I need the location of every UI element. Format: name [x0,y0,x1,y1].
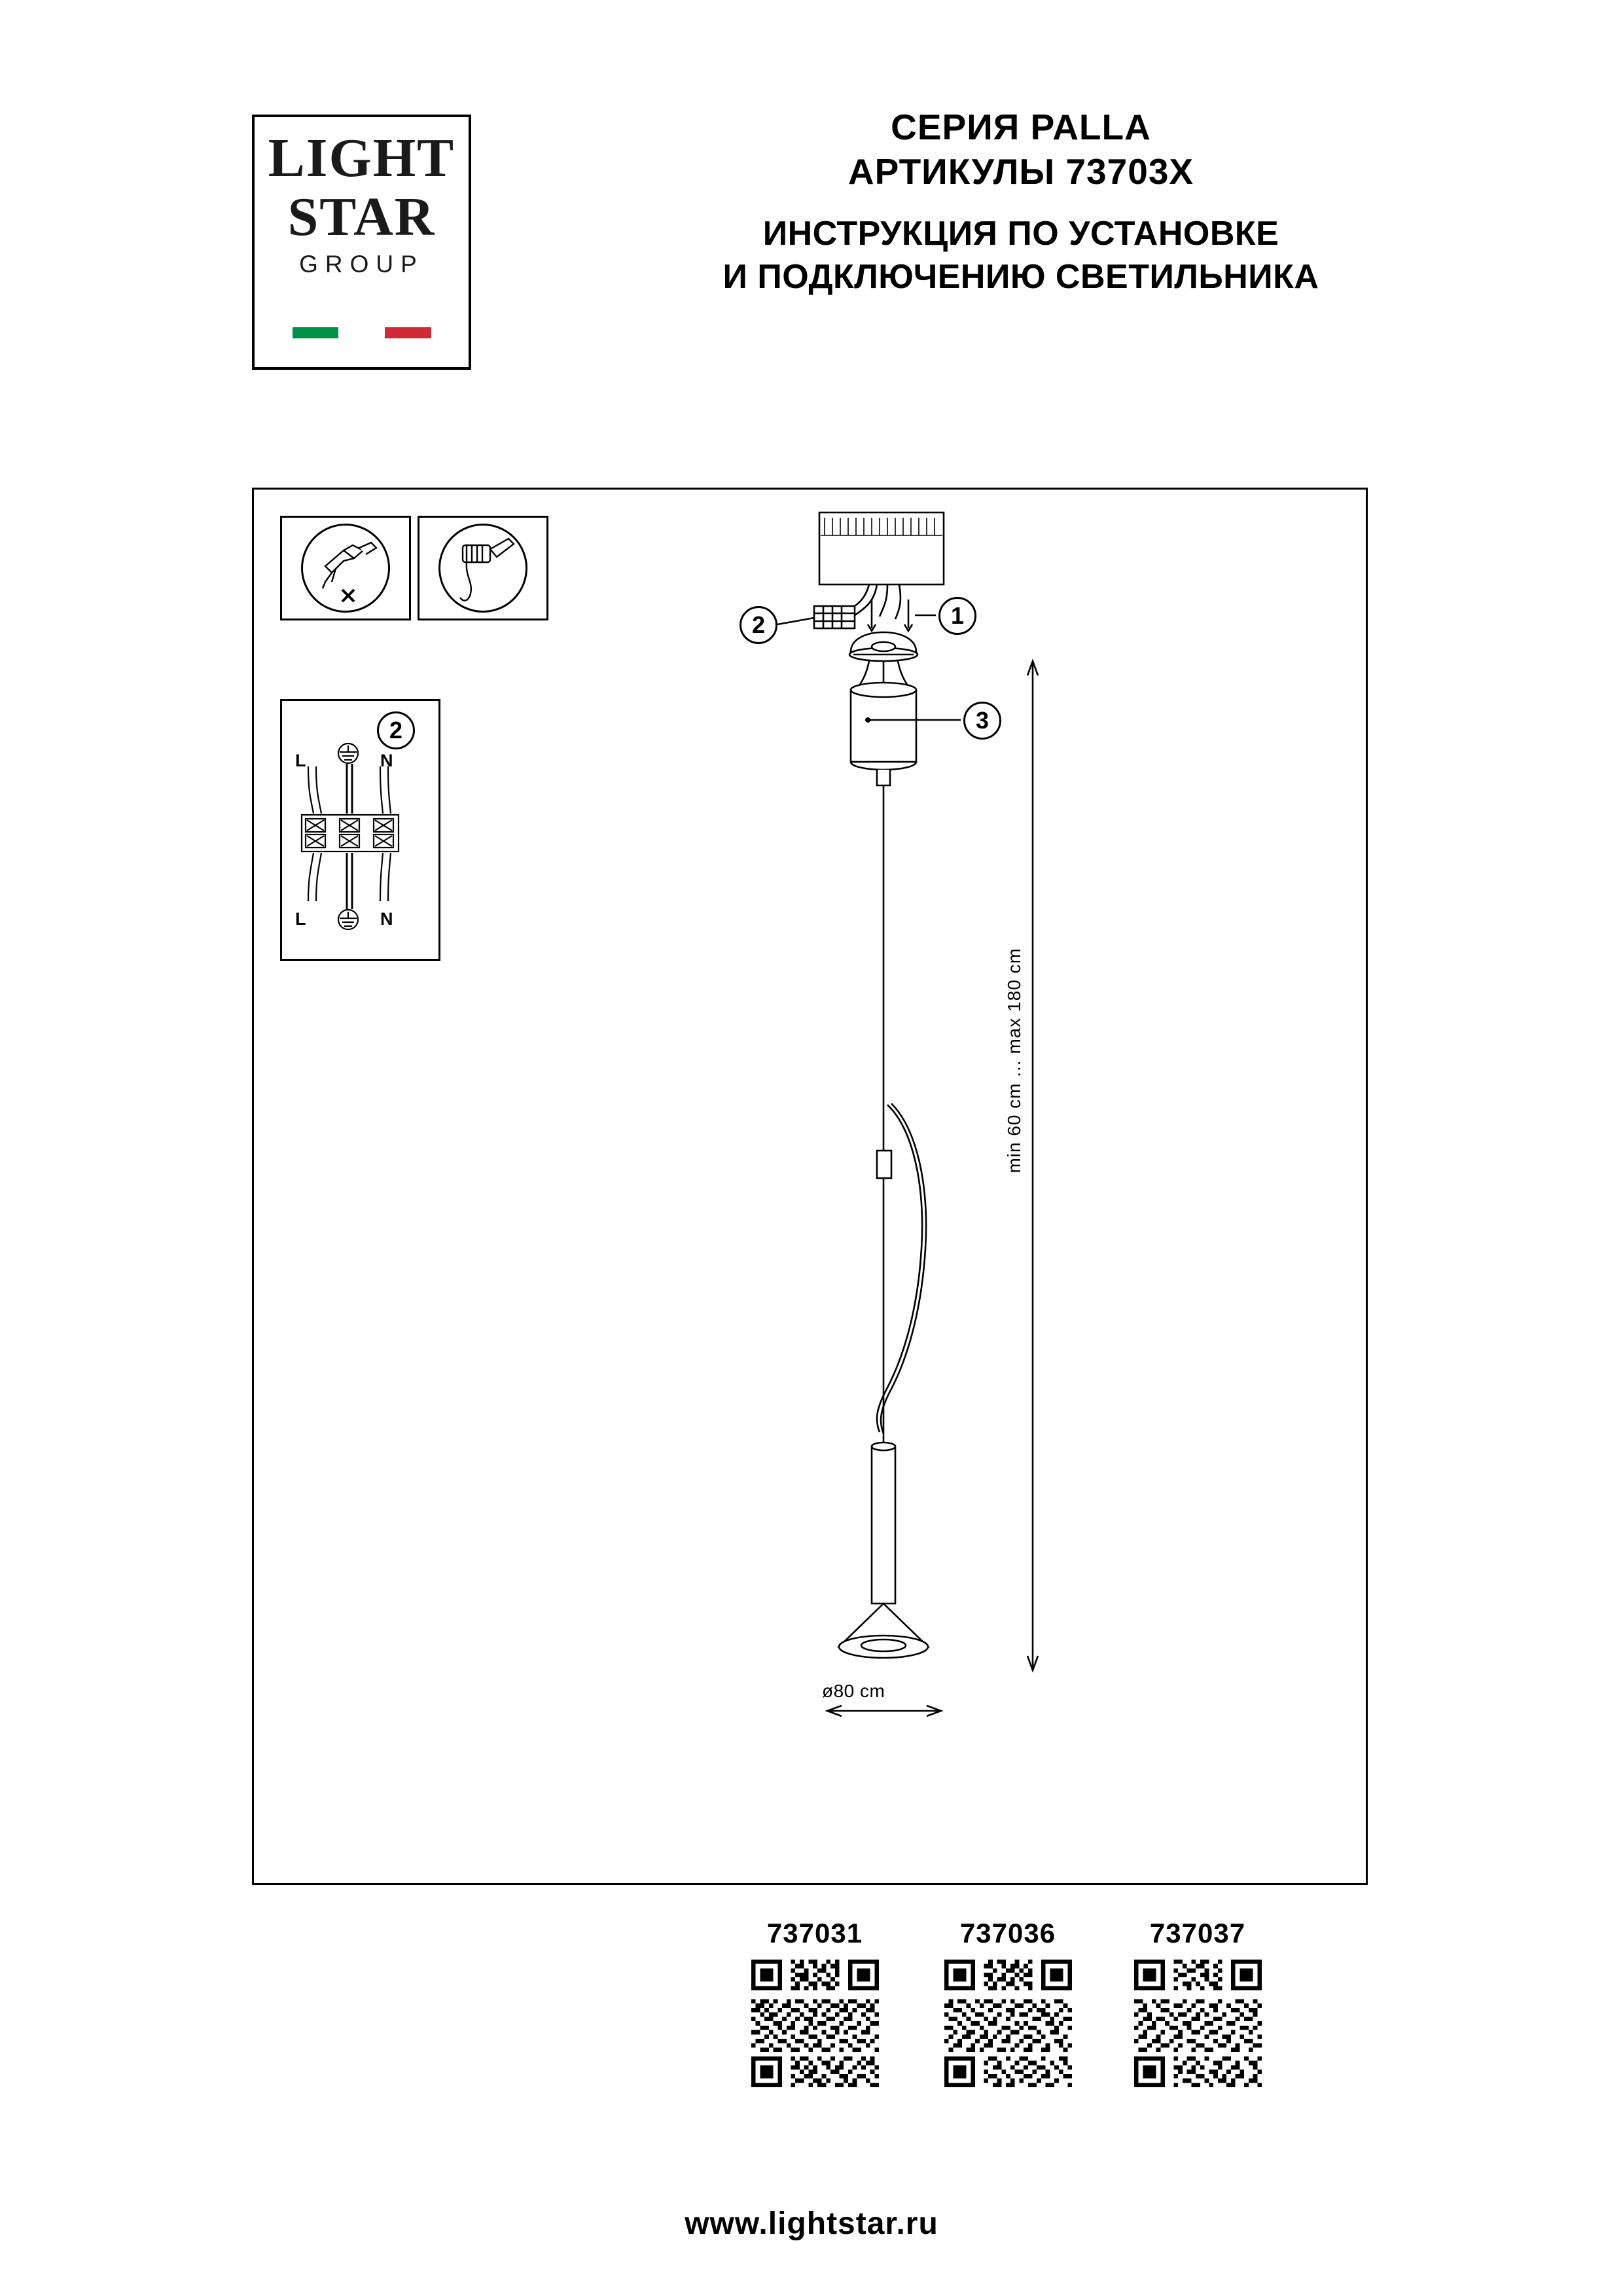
brand-logo-text [255,129,469,282]
qr-code[interactable] [1134,1960,1262,2087]
sku-code: 737037 [1149,1918,1246,1948]
qr-code[interactable] [944,1960,1072,2087]
sku-item [720,1918,910,2087]
page-header [0,0,1623,393]
footer-website[interactable]: www.lightstar.ru [685,2206,938,2241]
sku-code: 737031 [766,1918,863,1948]
wiring-label-N-top: N [380,751,393,770]
instruction-line-1: ИНСТРУКЦИЯ ПО УСТАНОВКЕ [762,215,1279,253]
wiring-label-N-bottom: N [380,909,393,929]
dimension-diameter-label: ø80 cm [822,1681,885,1701]
callout-2: 2 [740,606,777,644]
sku-item [913,1918,1103,2087]
title-block [563,105,1479,298]
brand-logo-line3: GROUP [299,251,424,278]
installation-diagram-frame [252,488,1368,1885]
brand-logo-line2: STAR [287,187,436,247]
sku-item [1103,1918,1293,2087]
brand-logo [252,115,471,370]
callout-badge-2-wiring: 2 [377,711,415,749]
callout-1: 1 [938,597,976,635]
article-line: АРТИКУЛЫ 73703X [847,151,1194,192]
sku-qr-row [252,1918,1368,2193]
wiring-label-L-bottom: L [295,909,306,929]
sku-code: 737036 [959,1918,1056,1948]
brand-logo-line1: LIGHT [268,128,455,188]
dimension-height-label: min 60 cm ... max 180 cm [1004,948,1024,1174]
qr-code-art [1134,1960,1262,2087]
series-line: СЕРИЯ PALLA [891,107,1151,147]
callout-3: 3 [963,702,1001,740]
italian-flag-icon [293,327,431,338]
qr-code[interactable] [751,1960,879,2087]
qr-code-art [751,1960,879,2087]
qr-code-art [944,1960,1072,2087]
wiring-label-L-top: L [295,751,306,770]
pendant-lamp-drawing [254,490,1366,1883]
instruction-line-2: И ПОДКЛЮЧЕНИЮ СВЕТИЛЬНИКА [722,258,1319,296]
